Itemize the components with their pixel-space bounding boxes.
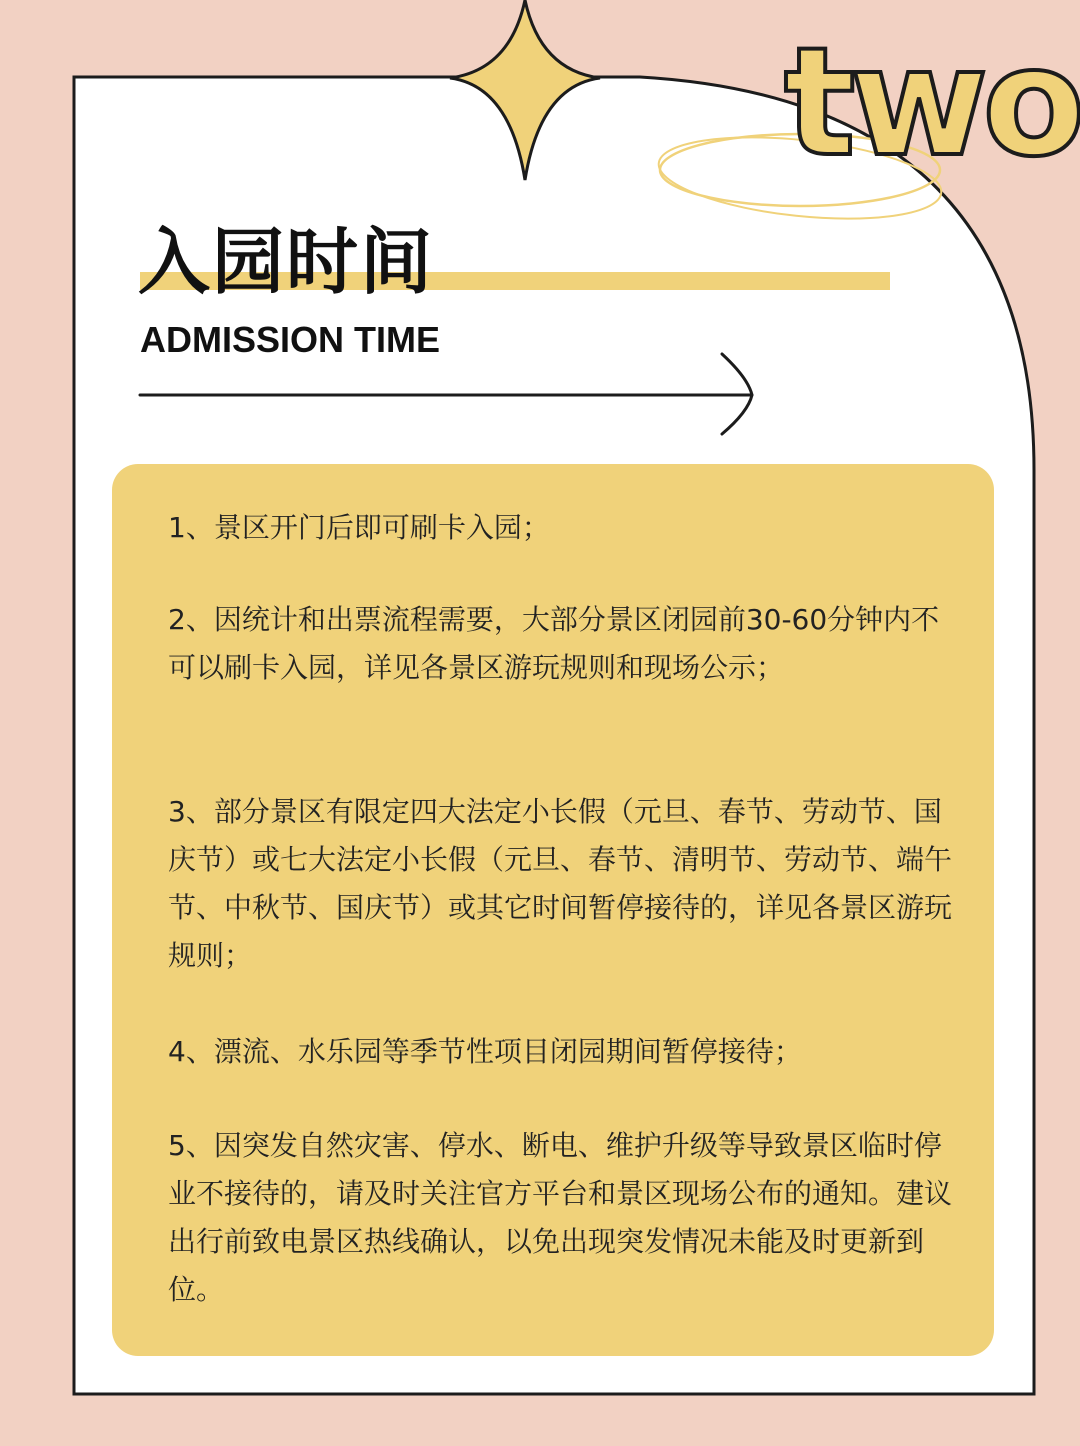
page-subtitle: ADMISSION TIME — [140, 319, 441, 360]
two-badge: two — [784, 16, 1080, 190]
rule-item-3: 3、部分景区有限定四大法定小长假（元旦、春节、劳动节、国庆节）或七大法定小长假（元旦、春节、清明节、劳动节、端午节、中秋节、国庆节）或其它时间暂停接待的，详见各景区游玩规则； — [168, 795, 953, 972]
rule-item-4: 4、漂流、水乐园等季节性项目闭园期间暂停接待； — [168, 1035, 802, 1068]
rule-item-2: 2、因统计和出票流程需要，大部分景区闭园前30-60分钟内不可以刷卡入园，详见各景区游玩规则和现场公示； — [168, 603, 940, 684]
rule-item-1: 1、景区开门后即可刷卡入园； — [168, 511, 550, 544]
rule-item-5: 5、因突发自然灾害、停水、断电、维护升级等导致景区临时停业不接待的，请及时关注官方平台和景区现场公布的通知。建议出行前致电景区热线确认，以免出现突发情况未能及时更新到位。 — [168, 1129, 953, 1306]
page-title: 入园时间 — [138, 220, 435, 304]
rules-panel — [112, 464, 994, 1356]
